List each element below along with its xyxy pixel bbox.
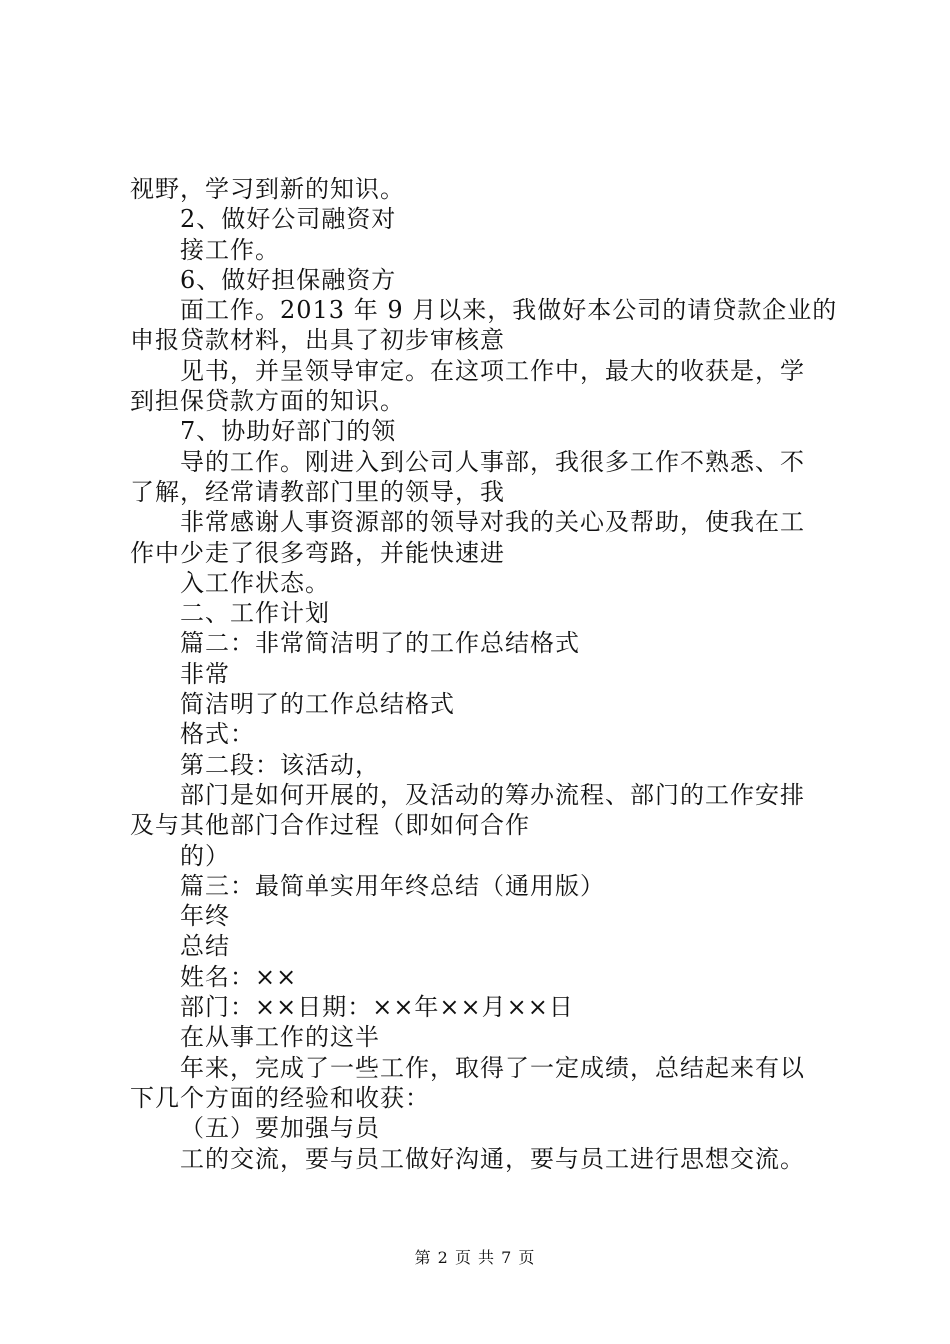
text-line: 申报贷款材料，出具了初步审核意 [130, 326, 505, 355]
text-line: 下几个方面的经验和收获： [130, 1083, 430, 1112]
text-line: 简洁明了的工作总结格式 [180, 690, 455, 719]
article-title: 篇三：最简单实用年终总结（通用版） [180, 871, 605, 900]
text-line: 导的工作。刚进入到公司人事部，我很多工作不熟悉、不 [180, 447, 805, 476]
text-line: 视野，学习到新的知识。 [130, 175, 405, 203]
text-line: 第二段：该活动， [180, 750, 380, 779]
text-line: 见书，并呈领导审定。在这项工作中，最大的收获是，学 [180, 356, 805, 385]
text-line: 格式： [180, 720, 255, 749]
text-line: 非常感谢人事资源部的领导对我的关心及帮助，使我在工 [180, 508, 805, 537]
text-line: 总结 [180, 932, 230, 961]
text-line: 非常 [180, 659, 230, 688]
text-line: 接工作。 [180, 235, 280, 264]
section-heading: 二、工作计划 [180, 599, 330, 628]
text-line: 到担保贷款方面的知识。 [130, 387, 405, 416]
text-line: 部门是如何开展的，及活动的筹办流程、部门的工作安排 [180, 780, 805, 809]
text-line: 入工作状态。 [180, 568, 330, 597]
page-number-footer: 第 2 页 共 7 页 [414, 1248, 536, 1267]
text-line: 年终 [180, 902, 230, 931]
text-line: 及与其他部门合作过程（即如何合作 [130, 811, 530, 840]
text-line: 7、协助好部门的领 [180, 417, 397, 446]
text-line: 在从事工作的这半 [180, 1023, 380, 1052]
text-line: 年来，完成了一些工作，取得了一定成绩，总结起来有以 [180, 1053, 805, 1082]
text-line: 工的交流，要与员工做好沟通，要与员工进行思想交流。 [180, 1144, 805, 1173]
text-line: 面工作。2013 年 9 月以来，我做好本公司的请贷款企业的 [180, 296, 838, 325]
text-line: 2、做好公司融资对 [180, 205, 397, 234]
document-body [130, 174, 838, 1174]
text-line: 的） [180, 841, 230, 870]
department-date-line: 部门：××日期：××年××月××日 [180, 993, 574, 1022]
article-title: 篇二：非常简洁明了的工作总结格式 [180, 629, 580, 658]
name-field-line: 姓名：×× [180, 962, 298, 991]
text-line: 6、做好担保融资方 [180, 265, 397, 294]
text-line: 了解，经常请教部门里的领导，我 [130, 477, 505, 506]
text-line: 作中少走了很多弯路，并能快速进 [130, 538, 505, 567]
text-line: （五）要加强与员 [180, 1114, 380, 1143]
